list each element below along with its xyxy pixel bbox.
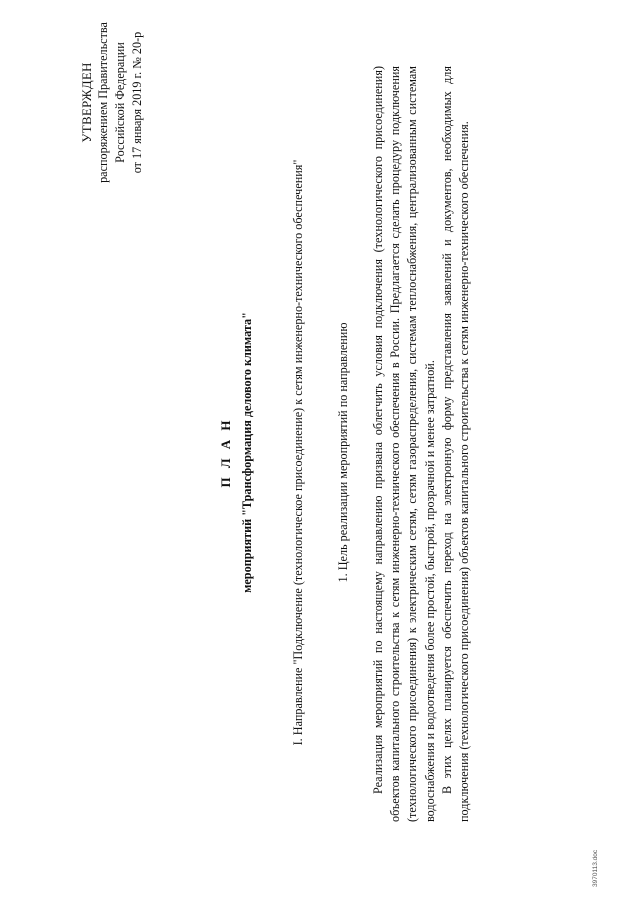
direction-heading: I. Направление "Подключение (технологическое присоединение) к сетям инженерно-технического обеспечения" [291,159,305,746]
document-code: 3970113.doc [592,849,599,887]
plan-title: П Л А Н [218,417,233,488]
approval-line-1: распоряжением Правительства [96,22,110,183]
plan-subtitle: мероприятий "Трансформация делового климата" [240,312,254,593]
approval-line-3: от 17 января 2019 г. № 20-р [130,31,144,174]
approval-block [78,15,146,190]
approval-title: УТВЕРЖДЕН [79,62,94,143]
body-paragraph-1: Реализация мероприятий по настоящему направлению призвана облегчить условия подключения (технологического присоединения) объектов капитального строительства к сетям инженерно-технического обеспечения в России. Предлагается сделать процедуру подключения (технологического присоединения) к электрическим сетям, сетям газораспределения, системам теплоснабжения, централизованным системам водоснабжения и водоотведения более простой, быстрой, прозрачной и менее затратной. [371,66,437,822]
body-paragraph-2: В этих целях планируется обеспечить переход на электронную форму представления заявлений и документов, необходимых для подключения (технологического присоединения) объектов капитального строительства к сетям инженерно-технического обеспечения. [439,66,472,822]
approval-line-2: Российской Федерации [113,42,127,163]
section-heading: 1. Цель реализации мероприятий по направлению [336,322,350,583]
body-text [370,66,473,822]
